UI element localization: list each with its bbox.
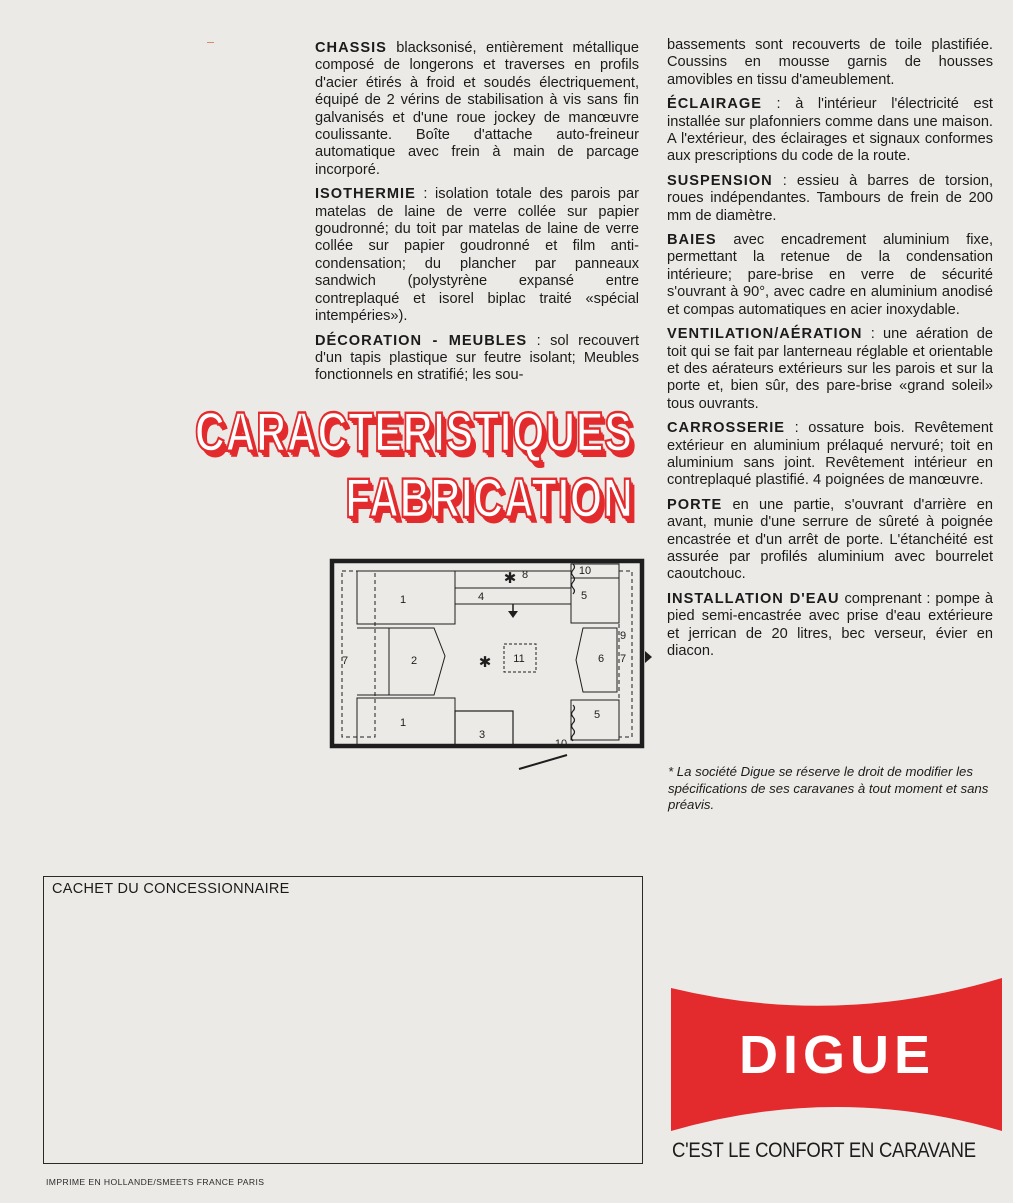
plan-label: 8 [521, 569, 529, 581]
spec-heading: CHASSIS [315, 40, 387, 56]
print-mark [207, 42, 214, 43]
plan-dashed-front [342, 571, 375, 737]
spec-heading: SUSPENSION [667, 172, 773, 189]
plan-label: 7 [619, 653, 627, 665]
spec-text: : une aération de toit qui se fait par lanterneau réglable et orientable et des aérateurs extérieurs sur les parois et sur la porte et, bien sûr, des pare-brise «grand soleil» tous ouvrants. [667, 326, 993, 412]
plan-label: 1 [399, 717, 407, 729]
spec-carrosserie [667, 420, 993, 490]
spec-heading: DÉCORATION - MEUBLES [315, 332, 528, 349]
printer-credit: IMPRIME EN HOLLANDE/SMEETS FRANCE PARIS [46, 1177, 265, 1187]
plan-label: 10 [578, 565, 592, 577]
spec-continuation: bassements sont recouverts de toile plastifiée. Coussins en mousse garnis de housses amovibles en tissu d'ameublement. [667, 37, 993, 88]
spec-heading: BAIES [667, 232, 717, 249]
plan-entrance-arrow [645, 651, 652, 663]
spec-heading: PORTE [667, 496, 723, 513]
plan-label: 4 [477, 591, 485, 603]
spec-heading: ÉCLAIRAGE [667, 96, 762, 113]
spec-heading: VENTILATION/AÉRATION [667, 326, 863, 343]
spec-ventilation [667, 326, 993, 413]
plan-counter-4 [455, 588, 571, 604]
spec-baies [667, 232, 993, 319]
spec-text: : sol recouvert d'un tapis plastique sur feutre isolant; Meubles fonctionnels en stratifié; les sou- [315, 332, 639, 384]
plan-label: 10 [554, 738, 568, 750]
logo-text: DIGUE [738, 1025, 936, 1085]
spec-eclairage [667, 96, 993, 166]
spec-text: en une partie, s'ouvrant d'arrière en avant, munie d'une serrure de sûreté à poignée encastrée et d'un arrêt de porte. L'étanchéité est assurée par profilés aluminium avec bourrelet caoutchouc. [667, 496, 993, 583]
spec-heading: INSTALLATION D'EAU [667, 590, 840, 607]
caravan-floor-plan [327, 555, 657, 775]
plan-label: 9 [619, 630, 627, 642]
spec-text: comprenant : pompe à pied semi-encastrée avec prise d'eau extérieure et jerrican de 20 litres, bec verseur, évier en diacon. [667, 590, 994, 659]
digue-logo [671, 978, 1002, 1131]
plan-table-right [576, 628, 617, 692]
spec-text: : isolation totale des parois par matelas de laine de verre collée sur papier goudronné; du toit par matelas de laine de verre collée sur papier goudronné et film anti-condensation; du plancher par panneaux sandwich (polystyrène expansé entre contreplaqué et isorel biplac traité «spécial intempéries»). [315, 186, 639, 325]
spec-text: : essieu à barres de torsion, roues indépendantes. Tambours de frein de 200 mm de diamètre. [667, 172, 993, 224]
spec-text: : ossature bois. Revêtement extérieur en aluminium prélaqué nervuré; toit en aluminium sans joint. Revêtement intérieur en contreplaqué plastifié. 4 poignées de manœuvre. [667, 420, 993, 489]
plan-curtain-top [572, 564, 575, 594]
title-line-1: CARACTERISTIQUES [195, 400, 633, 463]
spec-heading: ISOTHERMIE [315, 186, 416, 203]
plan-label: 7 [341, 655, 349, 667]
plan-label: 5 [593, 709, 601, 721]
dealer-stamp-box [43, 876, 643, 1164]
dealer-stamp-label: CACHET DU CONCESSIONNAIRE [52, 881, 290, 897]
title-line-2: FABRICATION [344, 466, 633, 529]
spec-porte [667, 497, 993, 584]
plan-curtain-bottom [572, 705, 575, 741]
plan-label: 1 [399, 594, 407, 606]
spec-chassis [315, 40, 639, 179]
plan-label: 11 [513, 653, 525, 665]
plan-label: 5 [580, 590, 588, 602]
tagline: C'EST LE CONFORT EN CARAVANE [672, 1138, 976, 1162]
plan-light-icon: ✱ [478, 654, 492, 671]
spec-eau [667, 591, 993, 661]
spec-isothermie [315, 186, 639, 325]
plan-door [519, 755, 567, 769]
plan-label: 6 [597, 653, 605, 665]
spec-text: blacksonisé, entièrement métallique composé de longerons et traverses en profils d'acier étirés à froid et soudés électriquement, équipé de 2 vérins de stabilisation à vis sans fin galvanisés et d'une roue jockey de manœuvre coulissante. Boîte d'attache auto-freineur automatique avec frein à main de parcage incorporé. [315, 40, 639, 178]
spec-suspension [667, 173, 993, 225]
plan-label: 2 [410, 655, 418, 667]
plan-cupboard-5-top [571, 578, 619, 623]
spec-decoration [315, 333, 639, 385]
spec-heading: CARROSSERIE [667, 420, 786, 437]
spec-text: : à l'intérieur l'électricité est installée sur plafonniers comme dans une maison. A l'extérieur, des éclairages et signaux conformes aux prescriptions du code de la route. [667, 96, 993, 165]
spec-column-left [315, 40, 639, 392]
disclaimer-note: * La société Digue se réserve le droit de modifier les spécifications de ses caravanes à tout moment et sans préavis. [668, 764, 989, 812]
spec-text: avec encadrement aluminium fixe, permettant la retenue de la condensation intérieure; pare-brise en verre de sécurité s'ouvrant à 90°, avec cadre en aluminium anodisé et compas automatiques en acier inoxydable. [667, 232, 993, 318]
spec-column-right [667, 37, 993, 667]
plan-label: 3 [478, 729, 486, 741]
plan-arrow-icon [508, 611, 518, 618]
plan-light-icon: ✱ [503, 570, 517, 587]
